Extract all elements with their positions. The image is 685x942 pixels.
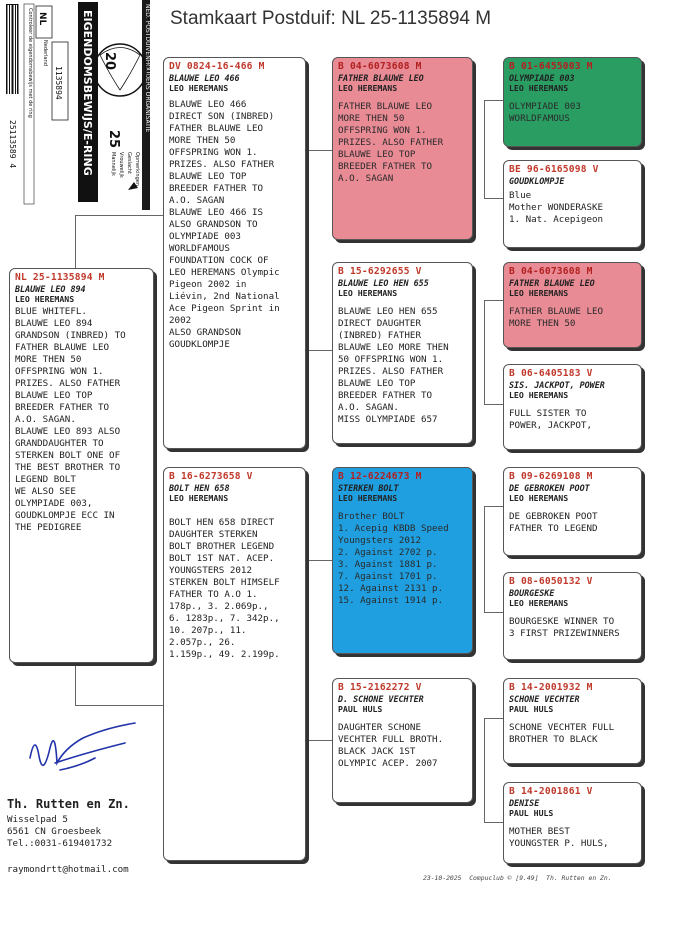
ring-number: B 01-6455003 M <box>509 61 593 72</box>
connector <box>484 198 504 199</box>
pigeon-info: MOTHER BEST YOUNGSTER P. HULS, <box>509 826 609 849</box>
pigeon-info: BLAUWE LEO 466 DIRECT SON (INBRED) FATHER BLAUWE LEO MORE THEN 50 OFFSPRING WON 1. PRIZES. ALSO FATHER BLAUWE LEO TOP BREEDER FATHER TO A.O. SAGAN BLAUWE LEO 466 IS ALSO GRANDSON TO OLYMPIADE 003 WORLDFAMOUS FOUNDATION COCK OF LEO HEREMANS Olympic Pigeon 2002 in Liévin, 2nd National Ace Pigeon Sprint in 2002 ALSO GRANDSON GOUDKLOMPJE <box>169 99 280 350</box>
pigeon-info: FATHER BLAUWE LEO MORE THEN 50 OFFSPRING WON 1. PRIZES. ALSO FATHER BLAUWE LEO TOP BREEDER FATHER TO A.O. SAGAN <box>338 101 444 184</box>
pigeon-name: BLAUWE LEO 466 <box>169 73 240 83</box>
connector <box>484 404 504 405</box>
pigeon-info: Brother BOLT 1. Acepig KBDB Speed Youngsters 2012 2. Against 2702 p. 3. Against 1881 p. 7. Against 1701 p. 12. Against 2131 p. 15. Against 1914 p. <box>338 511 449 606</box>
owner-name: LEO HEREMANS <box>338 288 398 298</box>
ring-number: B 14-2001861 V <box>509 786 593 797</box>
pigeon-name: BLAUWE LEO 894 <box>15 284 86 294</box>
print-owner: Th. Rutten en Zn. <box>546 874 612 882</box>
pigeon-name: BOURGESKE <box>509 588 555 598</box>
ring-number: B 04-6073608 M <box>338 61 422 72</box>
breeder-name: Th. Rutten en Zn. <box>7 797 130 811</box>
breeder-phone: Tel.:0031-619401732 <box>7 838 113 849</box>
ffm-card[interactable] <box>503 160 642 248</box>
owner-name: LEO HEREMANS <box>509 288 569 298</box>
pigeon-info: BOURGESKE WINNER TO 3 FIRST PRIZEWINNERS <box>509 616 620 639</box>
pigeon-name: SCHONE VECHTER <box>509 694 580 704</box>
print-date: 23-10-2025 <box>423 874 462 882</box>
ring-number: B 16-6273658 V <box>169 471 253 482</box>
connector <box>305 560 333 561</box>
page-title: Stamkaart Postduif: NL 25-1135894 M <box>170 8 492 29</box>
pigeon-info: FATHER BLAUWE LEO MORE THEN 50 <box>509 306 604 329</box>
pigeon-info: Blue Mother WONDERASKE 1. Nat. Acepigeon <box>509 190 604 225</box>
connector <box>75 662 76 706</box>
ring-number: B 15-6292655 V <box>338 266 422 277</box>
pigeon-name: DE GEBROKEN POOT <box>509 483 590 493</box>
pigeon-info: BLAUWE LEO HEN 655 DIRECT DAUGHTER (INBRED) FATHER BLAUWE LEO MORE THEN 50 OFFSPRING WON 1. PRIZES. ALSO FATHER BLAUWE LEO TOP BREEDER FATHER TO A.O. SAGAN. MISS OLYMPIADE 657 <box>338 306 449 425</box>
owner-name: LEO HEREMANS <box>338 83 398 93</box>
fmf-card[interactable] <box>503 262 642 348</box>
pigeon-name: BOLT HEN 658 <box>169 483 230 493</box>
fmm-card[interactable] <box>503 364 642 450</box>
ring-number: B 14-2001932 M <box>509 682 593 693</box>
connector <box>484 300 485 404</box>
ring-number: NL 25-1135894 M <box>15 272 105 283</box>
owner-name: LEO HEREMANS <box>509 598 569 608</box>
owner-name: PAUL HULS <box>509 808 554 818</box>
pigeon-name: FATHER BLAUWE LEO <box>338 73 424 83</box>
barcode-number: 25113589 4 <box>8 120 17 169</box>
ring-number: DV 0824-16-466 M <box>169 61 265 72</box>
stamp-country-name: Nederland <box>42 40 48 66</box>
owner-name: LEO HEREMANS <box>509 493 569 503</box>
signature-icon <box>25 718 140 783</box>
connector <box>484 506 504 507</box>
pigeon-info: BOLT HEN 658 DIRECT DAUGHTER STERKEN BOLT BROTHER LEGEND BOLT 1ST NAT. ACEP. YOUNGSTERS 2012 STERKEN BOLT HIMSELF FATHER TO A.O 1. 178p., 3. 2.069p., 6. 1283p., 7. 342p., 10. 207p., 11. 2.057p., 26. 1.159p., 49. 2.199p. <box>169 517 280 660</box>
connector <box>305 740 333 741</box>
pigeon-info: DAUGHTER SCHONE VECHTER FULL BROTH. BLACK JACK 1ST OLYMPIC ACEP. 2007 <box>338 722 444 769</box>
print-software: Compuclub © [9.49] <box>469 874 539 882</box>
ownership-certificate <box>0 0 150 210</box>
pigeon-name: FATHER BLAUWE LEO <box>509 278 595 288</box>
pigeon-info: OLYMPIADE 003 WORLDFAMOUS <box>509 101 581 124</box>
year-right: 25 <box>106 130 121 149</box>
connector <box>484 300 504 301</box>
breeder-street: Wisselpad 5 <box>7 814 68 825</box>
mf-card[interactable] <box>332 467 473 654</box>
owner-name: LEO HEREMANS <box>509 83 569 93</box>
ring-number: B 06-6405183 V <box>509 368 593 379</box>
mff-card[interactable] <box>503 467 642 556</box>
connector <box>305 150 333 151</box>
label-remarks: Opmerkingen <box>134 152 140 186</box>
mmf-card[interactable] <box>503 678 642 764</box>
pigeon-name: BLAUWE LEO HEN 655 <box>338 278 429 288</box>
owner-name: PAUL HULS <box>509 704 554 714</box>
print-footer <box>423 874 612 882</box>
owner-name: LEO HEREMANS <box>509 390 569 400</box>
connector <box>305 350 333 351</box>
owner-name: LEO HEREMANS <box>338 493 398 503</box>
connector <box>484 718 485 822</box>
pigeon-name: GOUDKLOMPJE <box>509 176 565 186</box>
notice-text: Controleer de eigendomsbewijs met de ring <box>27 8 33 118</box>
pigeon-info: FULL SISTER TO POWER, JACKPOT, <box>509 408 592 431</box>
mm-card[interactable] <box>332 678 473 803</box>
connector <box>75 215 76 268</box>
connector <box>75 215 165 216</box>
subject-pigeon-card[interactable] <box>9 268 154 663</box>
pigeon-name: SIS. JACKPOT, POWER <box>509 380 605 390</box>
owner-name: LEO HEREMANS <box>15 294 75 304</box>
owner-name: LEO HEREMANS <box>169 493 229 503</box>
ring-number: BE 96-6165098 V <box>509 164 599 175</box>
certificate-graphic <box>0 0 150 210</box>
mmm-card[interactable] <box>503 782 642 864</box>
pigeon-name: D. SCHONE VECHTER <box>338 694 424 704</box>
connector <box>484 822 504 823</box>
connector <box>484 506 485 612</box>
pigeon-name: STERKEN BOLT <box>338 483 399 493</box>
owner-name: PAUL HULS <box>338 704 383 714</box>
pigeon-name: DENISE <box>509 798 540 808</box>
owner-name: LEO HEREMANS <box>169 83 229 93</box>
ring-number: B 15-2162272 V <box>338 682 422 693</box>
pigeon-info: SCHONE VECHTER FULL BROTHER TO BLACK <box>509 722 615 745</box>
pigeon-name: OLYMPIADE 003 <box>509 73 575 83</box>
breeder-email[interactable]: raymondrtt@hotmail.com <box>7 864 129 875</box>
ring-number: B 08-6050132 V <box>509 576 593 587</box>
label-sex: Geslacht <box>126 152 132 174</box>
mother-card[interactable] <box>163 467 306 861</box>
pigeon-info: DE GEBROKEN POOT FATHER TO LEGEND <box>509 511 598 534</box>
connector <box>75 705 165 706</box>
connector <box>484 100 485 198</box>
year-left: 20 <box>102 52 117 71</box>
ff-card[interactable] <box>332 57 473 240</box>
fff-card[interactable] <box>503 57 642 147</box>
connector <box>484 718 504 719</box>
ring-number: B 04-6073608 M <box>509 266 593 277</box>
breeder-city: 6561 CN Groesbeek <box>7 826 102 837</box>
certificate-title: EIGENDOMSBEWIJS/E-RING <box>81 10 94 176</box>
ring-number: B 12-6224673 M <box>338 471 422 482</box>
fm-card[interactable] <box>332 262 473 444</box>
country-code: NL <box>37 12 47 26</box>
label-male: Mannelijk <box>110 152 116 176</box>
mfm-card[interactable] <box>503 572 642 660</box>
father-card[interactable] <box>163 57 306 449</box>
pigeon-info: BLUE WHITEFL. BLAUWE LEO 894 GRANDSON (INBRED) TO FATHER BLAUWE LEO MORE THEN 50 OFFSPRING WON 1. PRIZES. ALSO FATHER BLAUWE LEO TOP BREEDER FATHER TO A.O. SAGAN. BLAUWE LEO 893 ALSO GRANDDAUGHTER TO STERKEN BOLT ONE OF THE BEST BROTHER TO LEGEND BOLT WE ALSO SEE OLYMPIADE 003, GOUDKLOMPJE ECC IN THE PEDIGREE <box>15 306 126 533</box>
stamp-ring-number: 1135894 <box>54 66 63 100</box>
org-name: NED. POSTDUIVENHOUDERS ORGANISATIE <box>144 4 151 133</box>
connector <box>484 100 504 101</box>
ring-number: B 09-6269108 M <box>509 471 593 482</box>
connector <box>484 612 504 613</box>
label-female: Vrouwelijk <box>118 152 124 178</box>
